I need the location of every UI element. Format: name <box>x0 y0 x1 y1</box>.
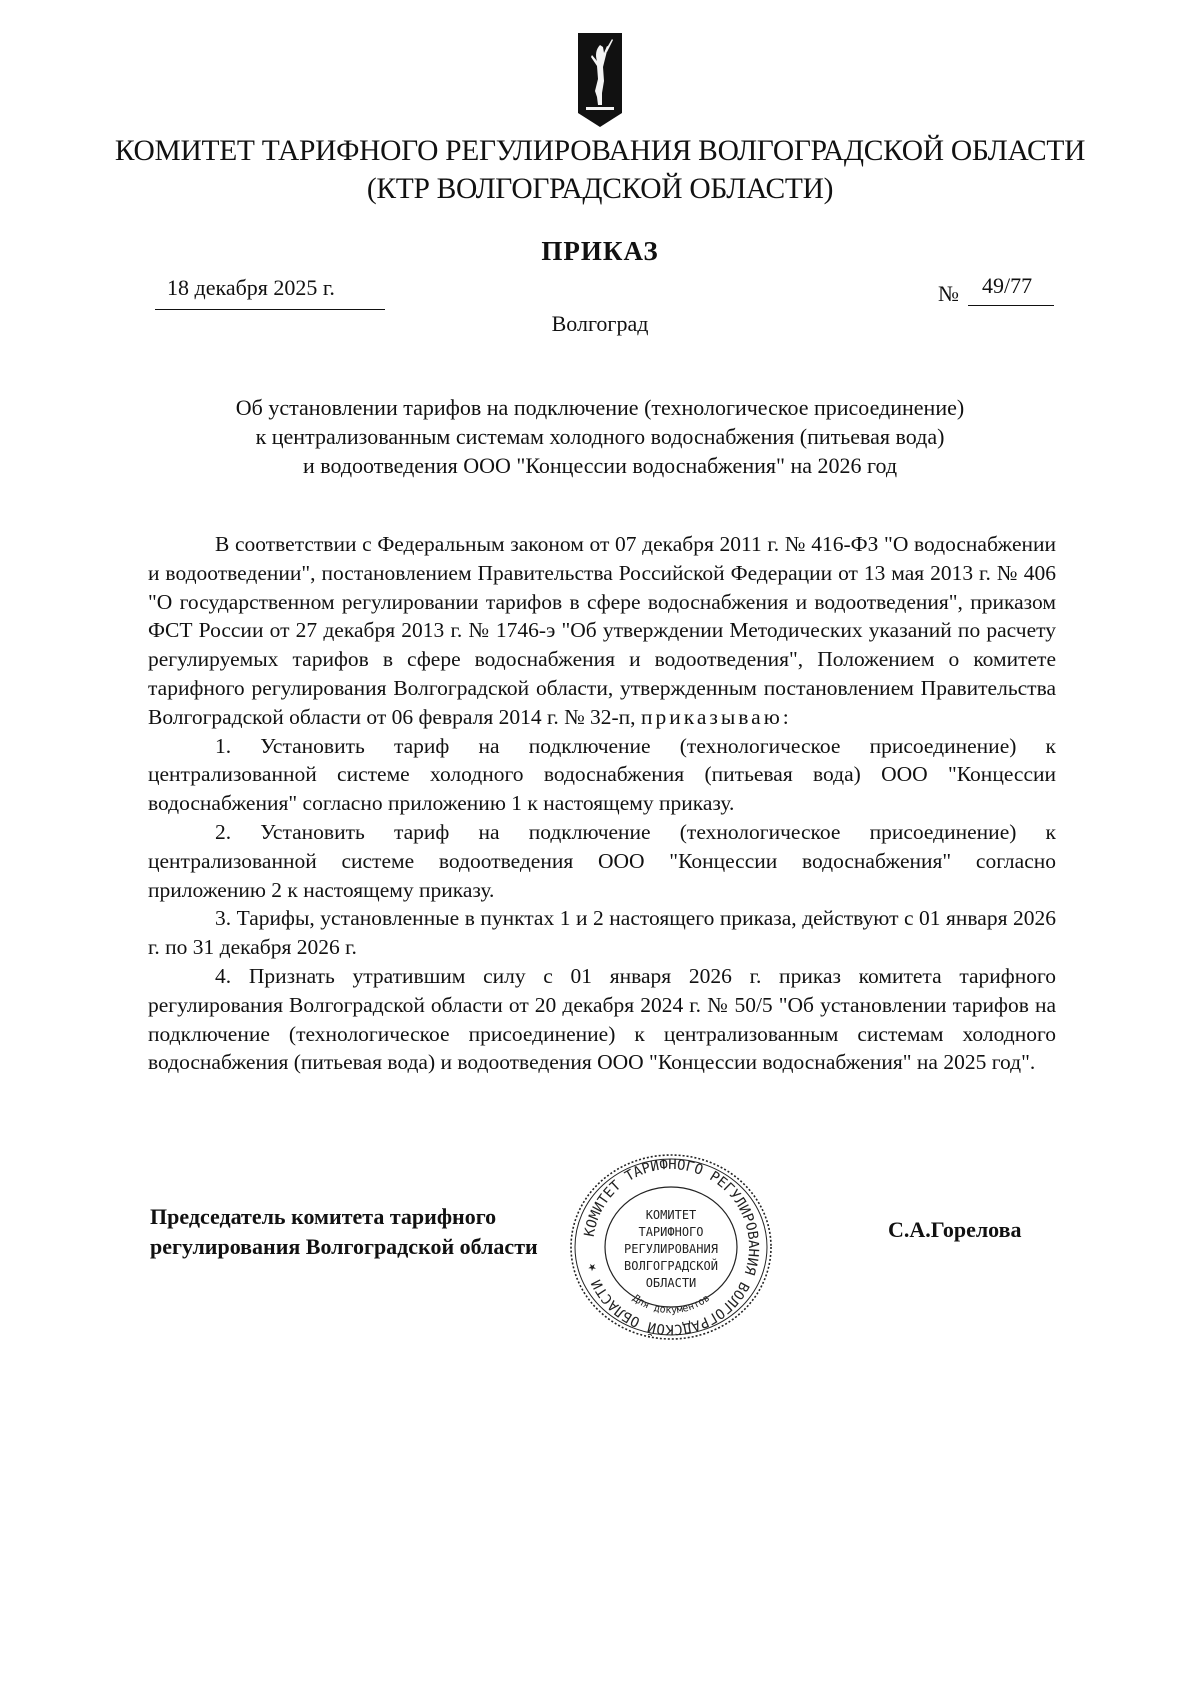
stamp-inner-line: КОМИТЕТ <box>645 1208 697 1222</box>
order-item: 2. Установить тариф на подключение (технологическое присоединение) к централизованной системе водоотведения ООО "Концессии водоснабжения" согласно приложению 2 к настоящему приказу. <box>148 819 1056 902</box>
document-number: 49/77 <box>982 273 1033 298</box>
subject-line: к централизованным системам холодного водоснабжения (питьевая вода) <box>255 424 945 449</box>
preamble-paragraph <box>148 530 1056 732</box>
stamp-bottom-text: Для документов <box>630 1292 713 1317</box>
document-date: 18 декабря 2025 г. <box>167 275 335 300</box>
document-city: Волгоград <box>551 311 649 336</box>
signer-position <box>150 1202 538 1262</box>
organization-name: КОМИТЕТ ТАРИФНОГО РЕГУЛИРОВАНИЯ ВОЛГОГРАДСКОЙ ОБЛАСТИ <box>114 135 1086 167</box>
number-underline <box>968 305 1054 306</box>
stamp-inner-line: ВОЛГОГРАДСКОЙ <box>624 1259 718 1273</box>
document-type-title: ПРИКАЗ <box>541 236 659 266</box>
order-word: приказываю: <box>640 704 792 729</box>
official-stamp-icon <box>561 1147 781 1347</box>
subject-line: Об установлении тарифов на подключение (технологическое присоединение) <box>235 395 965 420</box>
organization-abbreviation: (КТР ВОЛГОГРАДСКОЙ ОБЛАСТИ) <box>366 173 834 205</box>
date-underline <box>155 309 385 310</box>
signer-position-line: регулирования Волгоградской области <box>150 1234 538 1259</box>
signer-position-line: Председатель комитета тарифного <box>150 1204 497 1229</box>
stamp-inner-line: ТАРИФНОГО <box>638 1225 704 1239</box>
order-item: 3. Тарифы, установленные в пунктах 1 и 2 настоящего приказа, действуют с 01 января 2026 г. по 31 декабря 2026 г. <box>148 906 1056 960</box>
document-subject <box>0 393 1200 480</box>
preamble-text: В соответствии с Федеральным законом от 07 декабря 2011 г. № 416-ФЗ "О водоснабжении и водоотведении", постановлением Правительства Российской Федерации от 13 мая 2013 г. № 406 "О государственном регулировании тарифов в сфере водоснабжения и водоотведения", приказом ФСТ России от 27 декабря 2013 г. № 1746-э "Об утверждении Методических указаний по расчету регулируемых тарифов в сфере водоснабжения и водоотведения", Положением о комитете тарифного регулирования Волгоградской области, утвержденным постановлением Правительства Волгоградской области от 06 февраля 2014 г. № 32-п, <box>148 532 1056 729</box>
signer-name: С.А.Горелова <box>888 1217 1022 1242</box>
volgograd-emblem-icon <box>578 33 622 127</box>
stamp-inner-line: ОБЛАСТИ <box>645 1276 697 1290</box>
subject-line: и водоотведения ООО "Концессии водоснабжения" на 2026 год <box>302 453 898 478</box>
stamp-outer-text: КОМИТЕТ ТАРИФНОГО РЕГУЛИРОВАНИЯ ВОЛГОГРАДСКОЙ ОБЛАСТИ ★ <box>581 1156 762 1338</box>
stamp-inner-line: РЕГУЛИРОВАНИЯ <box>624 1242 718 1256</box>
order-item: 4. Признать утратившим силу с 01 января 2026 г. приказ комитета тарифного регулирования Волгоградской области от 20 декабря 2024 г. № 50/5 "Об установлении тарифов на подключение (технологическое присоединение) к централизованным системам холодного водоснабжения (питьевая вода) и водоотведения ООО "Концессии водоснабжения" на 2025 год". <box>148 963 1056 1075</box>
document-body <box>148 530 1056 1077</box>
order-item: 1. Установить тариф на подключение (технологическое присоединение) к централизованной системе холодного водоснабжения (питьевая вода) ООО "Концессии водоснабжения" согласно приложению 1 к настоящему приказу. <box>148 733 1056 816</box>
number-sign: № <box>938 281 959 306</box>
